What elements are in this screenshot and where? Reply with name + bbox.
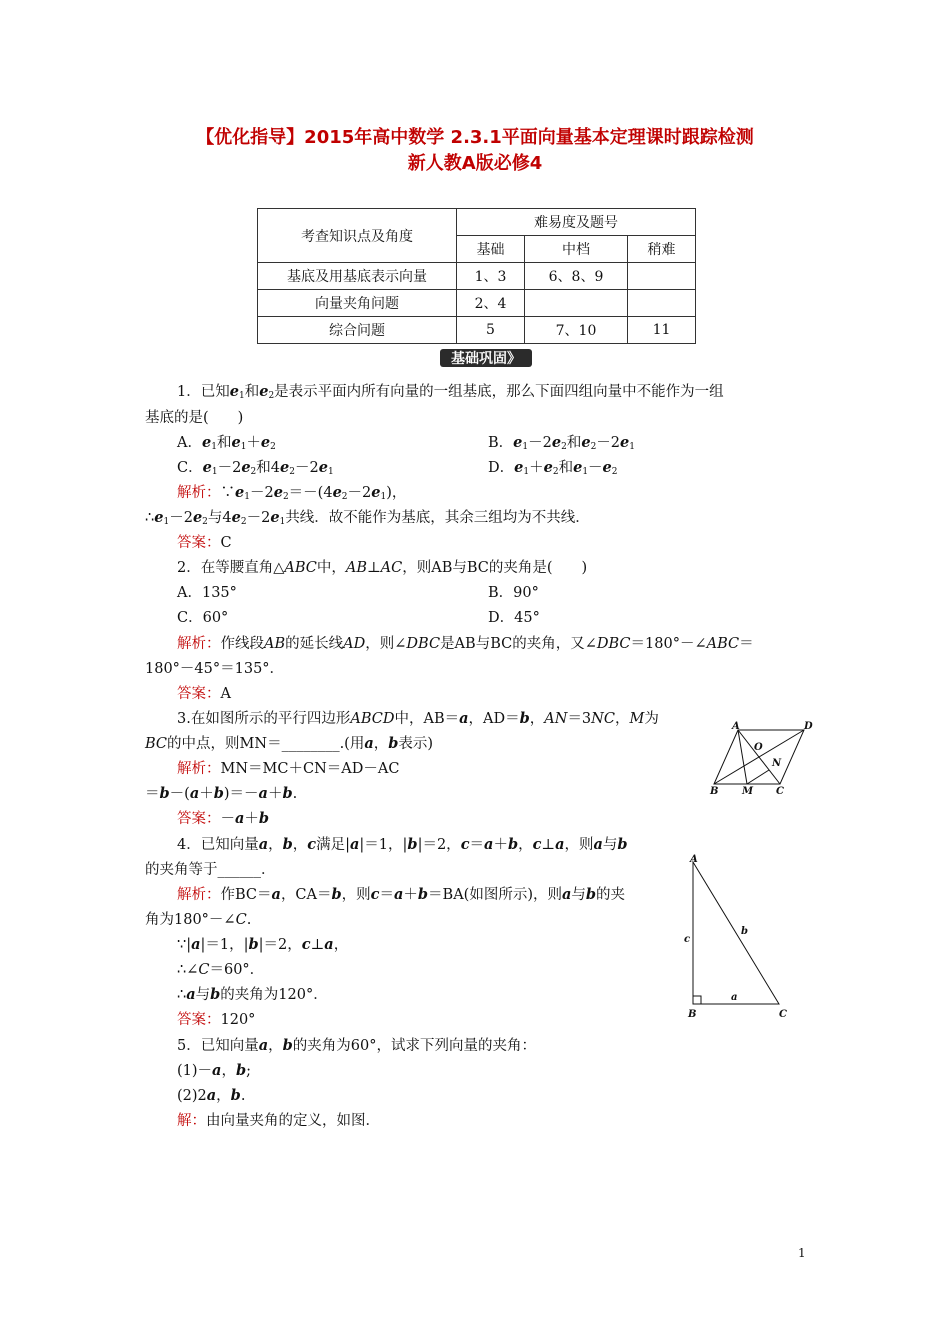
table-cell: 向量夹角问题 bbox=[258, 290, 457, 317]
section-badge-text: 基础巩固》 bbox=[451, 351, 521, 367]
q1-option-a: A．$e_1$和$e_1+e_2$ bbox=[177, 434, 276, 452]
page-title: 【优化指导】2015年高中数学 2.3.1平面向量基本定理课时跟踪检测 bbox=[196, 127, 754, 148]
q3-answer: 答案：－a＋b bbox=[177, 810, 270, 827]
label-C: C bbox=[776, 786, 784, 797]
table-level: 中档 bbox=[525, 236, 628, 263]
q2-option-c: C．60° bbox=[177, 610, 229, 626]
label-D: D bbox=[804, 721, 813, 732]
q1-option-b: B．$e_1-2e_2$和$e_2-2e_1$ bbox=[488, 434, 635, 452]
q5-part-1: (1)－a，b; bbox=[177, 1062, 251, 1079]
table-cell: 2、4 bbox=[457, 290, 525, 317]
q1-option-d: D．$e_1+e_2$和$e_1-e_2$ bbox=[488, 459, 618, 477]
table-level: 稍难 bbox=[628, 236, 696, 263]
label-b: b bbox=[741, 926, 748, 937]
label-B: B bbox=[688, 1009, 697, 1020]
q3-stem: 3.在如图所示的平行四边形ABCD中，AB＝a，AD＝b，AN＝3NC，M为 bbox=[177, 710, 659, 727]
table-row bbox=[258, 317, 696, 344]
q4-stem-line2: 的夹角等于______． bbox=[145, 862, 276, 878]
label-C: C bbox=[779, 1009, 787, 1020]
q1-analysis-line2: $\therefore e_1-2e_2$与$4e_2-2e_1$共线．故不能作为基底，其余三组均为不共线． bbox=[145, 509, 590, 527]
table-row bbox=[258, 263, 696, 290]
q3-stem-line2: BC的中点，则MN＝________.(用a，b表示) bbox=[145, 735, 434, 752]
label-O: O bbox=[754, 742, 763, 753]
table-cell bbox=[628, 290, 696, 317]
q2-analysis-line2: 180°－45°＝135°． bbox=[145, 661, 285, 677]
q1-option-c: C．$e_1-2e_2$和$4e_2-2e_1$ bbox=[177, 459, 334, 477]
q4-analysis-line4: ∴∠C＝60°． bbox=[177, 962, 265, 978]
q4-analysis: 解析：作BC＝a，CA＝b，则c＝a＋b＝BA(如图所示)，则a与b的夹 bbox=[177, 886, 626, 903]
q3-analysis: 解析：MN＝MC＋CN＝AD－AC bbox=[177, 761, 400, 777]
q1-analysis: 解析：$\because e_1-2e_2=-(4e_2-2e_1)$， bbox=[177, 484, 407, 502]
q1-stem-line2: 基底的是( ) bbox=[145, 410, 244, 426]
q2-option-a: A．135° bbox=[177, 585, 237, 601]
q5-solution: 解：由向量夹角的定义，如图． bbox=[177, 1113, 380, 1129]
q4-analysis-line3: ∵|a|＝1，|b|＝2，c⊥a， bbox=[177, 936, 349, 953]
parallelogram-figure bbox=[708, 720, 818, 796]
table-cell: 基底及用基底表示向量 bbox=[258, 263, 457, 290]
q4-answer: 答案：120° bbox=[177, 1012, 256, 1028]
q1-answer: 答案：C bbox=[177, 535, 232, 551]
q2-option-d: D．45° bbox=[488, 610, 540, 626]
label-A: A bbox=[732, 721, 740, 732]
triangle-figure bbox=[685, 850, 795, 1022]
label-M: M bbox=[742, 786, 754, 797]
section-badge bbox=[438, 346, 558, 370]
table-cell: 综合问题 bbox=[258, 317, 457, 344]
q2-answer: 答案：A bbox=[177, 686, 231, 702]
q1-stem: 1．已知$e_1$和$e_2$是表示平面内所有向量的一组基底，那么下面四组向量中不能作为一组 bbox=[177, 383, 724, 401]
label-B: B bbox=[710, 786, 719, 797]
q4-stem: 4．已知向量a，b，c满足|a|＝1，|b|＝2，c＝a＋b，c⊥a，则a与b bbox=[177, 836, 628, 853]
q2-option-b: B．90° bbox=[488, 585, 539, 601]
table-header-topic: 考查知识点及角度 bbox=[258, 209, 457, 263]
table-cell: 1、3 bbox=[457, 263, 525, 290]
label-A: A bbox=[690, 854, 698, 865]
page-subtitle: 新人教A版必修4 bbox=[407, 153, 543, 174]
q5-part-2: (2)2a，b. bbox=[177, 1087, 246, 1104]
table-cell: 5 bbox=[457, 317, 525, 344]
table-cell bbox=[525, 290, 628, 317]
table-header-difficulty: 难易度及题号 bbox=[457, 209, 696, 236]
label-a: a bbox=[731, 992, 738, 1003]
knowledge-table bbox=[257, 208, 696, 344]
q2-analysis: 解析：作线段AB的延长线AD，则∠DBC是AB与BC的夹角，又∠DBC＝180°－∠ABC＝ bbox=[177, 636, 754, 652]
page-number: 1 bbox=[798, 1246, 806, 1260]
label-N: N bbox=[772, 758, 782, 769]
label-c: c bbox=[684, 934, 691, 945]
q5-stem: 5．已知向量a，b的夹角为60°，试求下列向量的夹角： bbox=[177, 1037, 536, 1054]
table-cell: 7、10 bbox=[525, 317, 628, 344]
q4-analysis-line2: 角为180°－∠C. bbox=[145, 912, 252, 928]
q2-stem: 2．在等腰直角△ABC中，AB⊥AC，则AB与BC的夹角是( ) bbox=[177, 560, 588, 576]
table-cell bbox=[628, 263, 696, 290]
q4-analysis-line5: ∴a与b的夹角为120°． bbox=[177, 986, 328, 1003]
q3-analysis-line2: ＝b－(a＋b)＝－a＋b. bbox=[145, 785, 298, 802]
table-cell: 11 bbox=[628, 317, 696, 344]
table-cell: 6、8、9 bbox=[525, 263, 628, 290]
table-level: 基础 bbox=[457, 236, 525, 263]
table-row bbox=[258, 290, 696, 317]
